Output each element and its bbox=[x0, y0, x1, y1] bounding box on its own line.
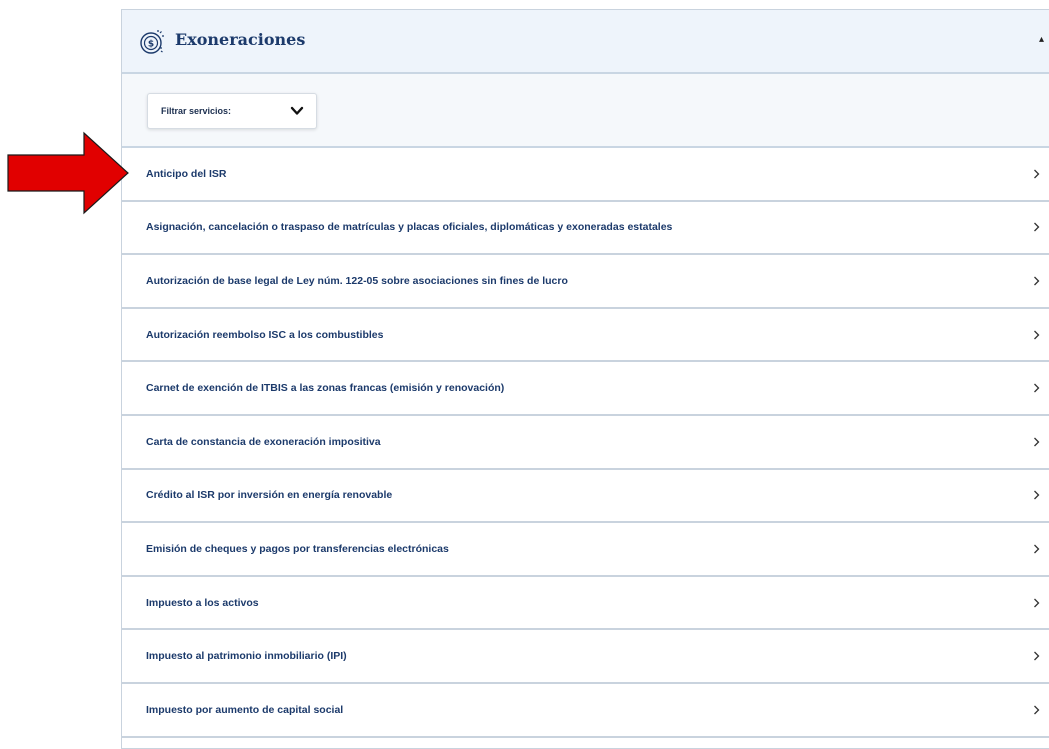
chevron-right-icon bbox=[1033, 651, 1040, 662]
chevron-right-icon bbox=[1033, 704, 1040, 715]
red-arrow-icon bbox=[6, 131, 130, 215]
filter-select-label: Filtrar servicios: bbox=[161, 106, 232, 116]
service-link[interactable]: Crédito al ISR por inversión en energía renovable bbox=[146, 489, 393, 502]
list-item[interactable] bbox=[122, 470, 1049, 524]
filter-services-select[interactable] bbox=[147, 93, 317, 129]
chevron-down-icon bbox=[290, 105, 304, 117]
chevron-right-icon bbox=[1033, 436, 1040, 447]
chevron-right-icon bbox=[1033, 543, 1040, 554]
list-item[interactable] bbox=[122, 255, 1049, 309]
service-list bbox=[122, 148, 1049, 738]
list-item[interactable] bbox=[122, 309, 1049, 363]
list-item[interactable] bbox=[122, 202, 1049, 256]
service-link[interactable]: Impuesto al patrimonio inmobiliario (IPI) bbox=[146, 650, 347, 663]
svg-text:$: $ bbox=[147, 39, 155, 50]
list-item[interactable] bbox=[122, 362, 1049, 416]
list-item[interactable] bbox=[122, 684, 1049, 738]
service-link[interactable]: Impuesto a los activos bbox=[146, 596, 259, 609]
service-link[interactable]: Carta de constancia de exoneración impositiva bbox=[146, 435, 381, 448]
service-link[interactable]: Impuesto por aumento de capital social bbox=[146, 703, 344, 716]
chevron-right-icon bbox=[1033, 222, 1040, 233]
service-link[interactable]: Autorización reembolso ISC a los combustibles bbox=[146, 328, 384, 341]
services-accordion-panel bbox=[121, 9, 1049, 749]
filter-area bbox=[122, 74, 1049, 148]
list-item[interactable] bbox=[122, 523, 1049, 577]
caret-up-icon[interactable]: ▴ bbox=[1038, 34, 1044, 45]
chevron-right-icon bbox=[1033, 383, 1040, 394]
chevron-right-icon bbox=[1033, 490, 1040, 501]
service-link[interactable]: Autorización de base legal de Ley núm. 122-05 sobre asociaciones sin fines de lucro bbox=[146, 274, 568, 287]
chevron-right-icon bbox=[1033, 168, 1040, 179]
panel-title: Exoneraciones bbox=[175, 30, 306, 49]
service-link[interactable]: Asignación, cancelación o traspaso de matrículas y placas oficiales, diplomáticas y exoneradas estatales bbox=[146, 221, 673, 234]
chevron-right-icon bbox=[1033, 329, 1040, 340]
service-link[interactable]: Anticipo del ISR bbox=[146, 167, 227, 180]
list-item[interactable] bbox=[122, 577, 1049, 631]
service-link[interactable]: Emisión de cheques y pagos por transferencias electrónicas bbox=[146, 542, 449, 555]
chevron-right-icon bbox=[1033, 597, 1040, 608]
list-item[interactable] bbox=[122, 630, 1049, 684]
service-link[interactable]: Carnet de exención de ITBIS a las zonas francas (emisión y renovación) bbox=[146, 382, 505, 395]
list-item[interactable] bbox=[122, 416, 1049, 470]
accordion-header[interactable] bbox=[122, 10, 1049, 74]
dollar-coin-icon bbox=[138, 28, 166, 56]
list-item[interactable] bbox=[122, 148, 1049, 202]
chevron-right-icon bbox=[1033, 275, 1040, 286]
